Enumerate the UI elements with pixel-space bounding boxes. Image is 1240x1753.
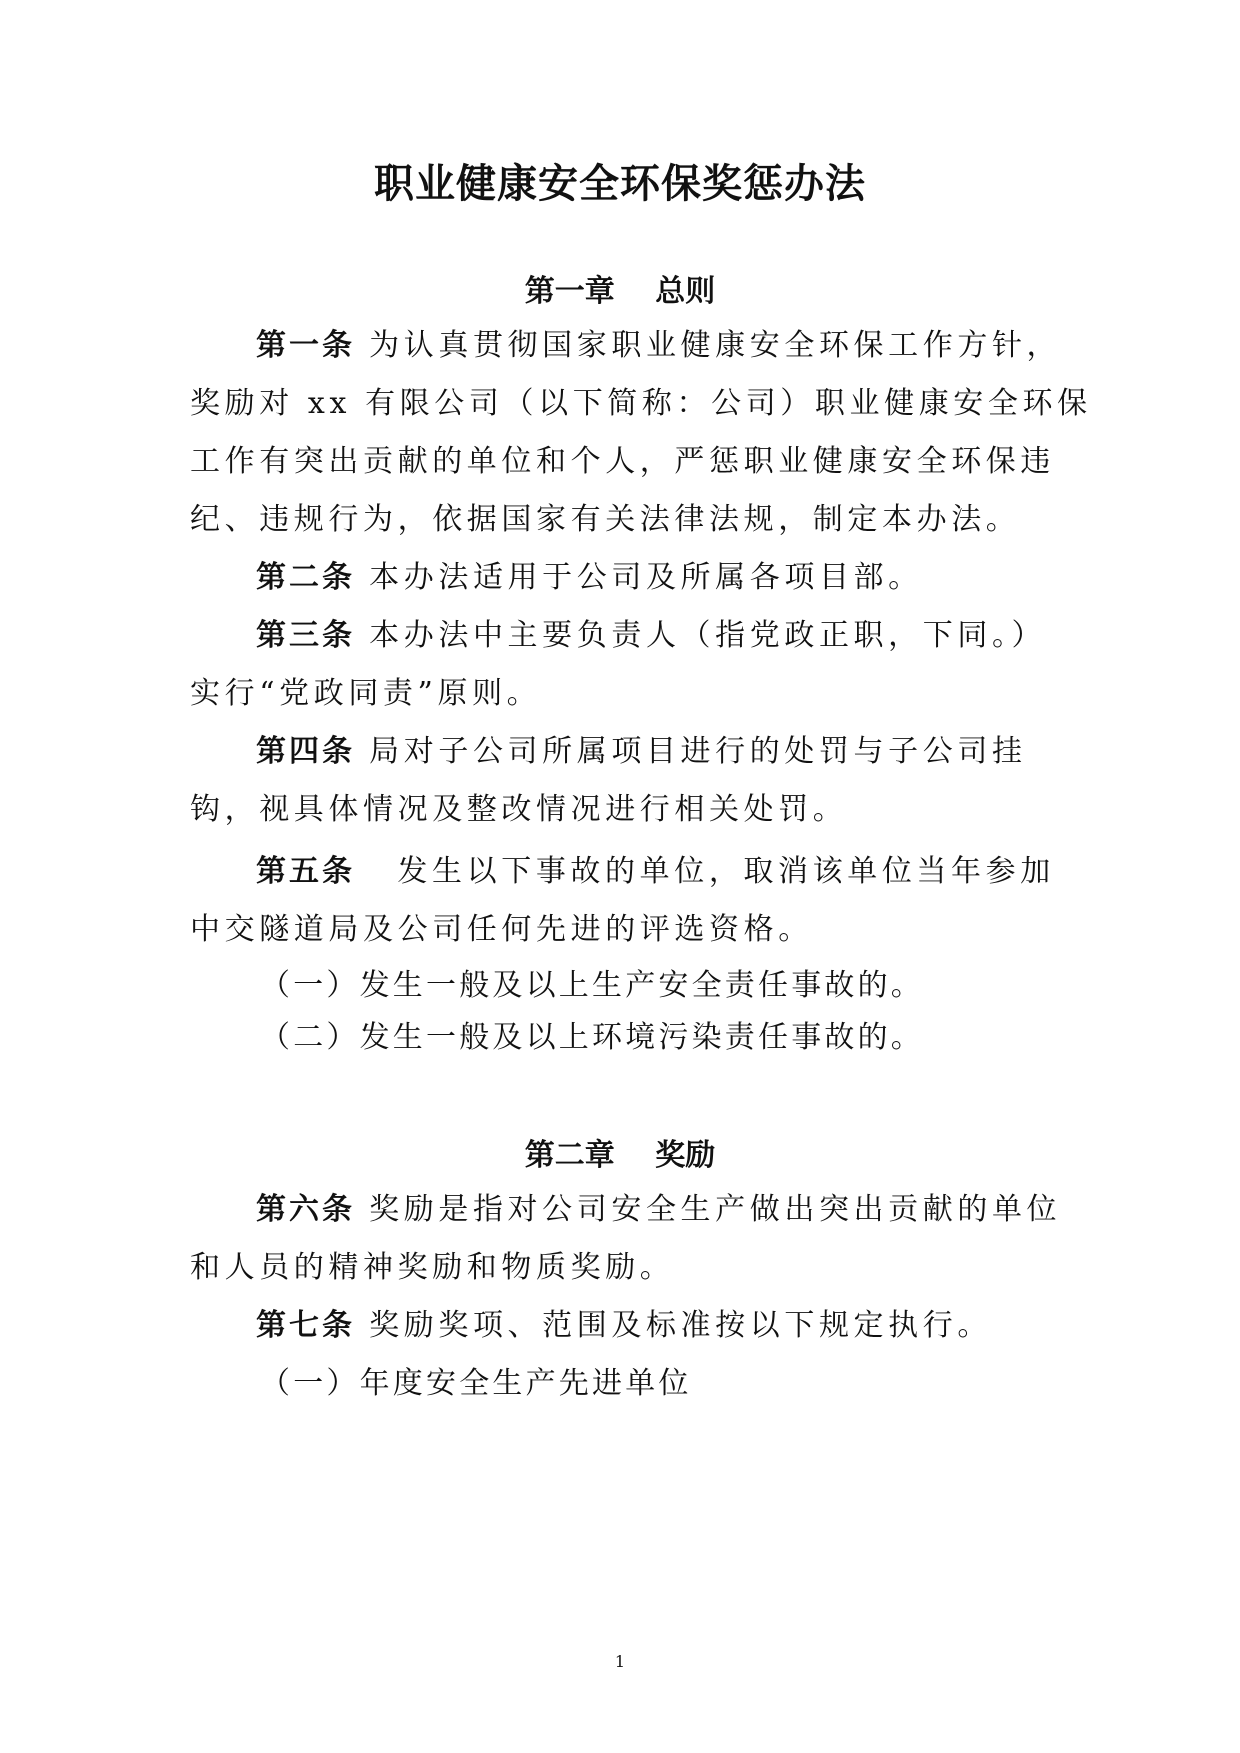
article-4-line-2: 钩，视具体情况及整改情况进行相关处罚。	[190, 792, 848, 827]
article-3-line-1	[256, 616, 1050, 656]
article-4-line-1	[256, 732, 1050, 772]
chapter-heading: 第二章 奖励	[524, 1138, 716, 1173]
article-5-item-2: （二）发生一般及以上环境污染责任事故的。	[260, 1020, 924, 1055]
article-5-line-2: 中交隧道局及公司任何先进的评选资格。	[190, 912, 813, 947]
article-6-line-1	[256, 1190, 1062, 1230]
article-1-line-1	[256, 326, 1062, 366]
article-text: 局对子公司所属项目进行的处罚与子公司挂	[369, 734, 1027, 769]
article-5-line-1	[256, 852, 1055, 892]
article-number: 第五条	[256, 854, 355, 889]
article-7-item-1: （一）年度安全生产先进单位	[260, 1366, 692, 1401]
article-number: 第六条	[256, 1192, 355, 1227]
article-3-line-2: 实行“党政同责”原则。	[190, 676, 542, 711]
article-1-line-3: 工作有突出贡献的单位和个人，严惩职业健康安全环保违	[190, 444, 1055, 479]
article-text: 本办法中主要负责人（指党政正职，下同。）	[369, 618, 1047, 653]
article-number: 第二条	[256, 560, 355, 595]
article-text: 本办法适用于公司及所属各项目部。	[369, 560, 923, 595]
article-2-line-1	[256, 558, 1050, 598]
article-text: 发生以下事故的单位，取消该单位当年参加	[397, 854, 1055, 889]
article-text: 为认真贯彻国家职业健康安全环保工作方针，	[369, 328, 1062, 363]
article-text: 奖励奖项、范围及标准按以下规定执行。	[369, 1308, 992, 1343]
chapter-heading: 第一章 总则	[524, 274, 716, 309]
article-1-line-2: 奖励对 xx 有限公司（以下简称：公司）职业健康安全环保	[190, 386, 1092, 421]
article-7-line-1	[256, 1306, 1050, 1346]
article-number: 第七条	[256, 1308, 355, 1343]
article-1-line-4: 纪、违规行为，依据国家有关法律法规，制定本办法。	[190, 502, 1021, 537]
article-number: 第四条	[256, 734, 355, 769]
article-number: 第一条	[256, 328, 355, 363]
article-text: 奖励是指对公司安全生产做出突出贡献的单位	[369, 1192, 1062, 1227]
page-number: 1	[614, 1652, 626, 1671]
article-number: 第三条	[256, 618, 355, 653]
article-5-item-1: （一）发生一般及以上生产安全责任事故的。	[260, 968, 924, 1003]
document-title: 职业健康安全环保奖惩办法	[374, 160, 866, 207]
article-6-line-2: 和人员的精神奖励和物质奖励。	[190, 1250, 675, 1285]
